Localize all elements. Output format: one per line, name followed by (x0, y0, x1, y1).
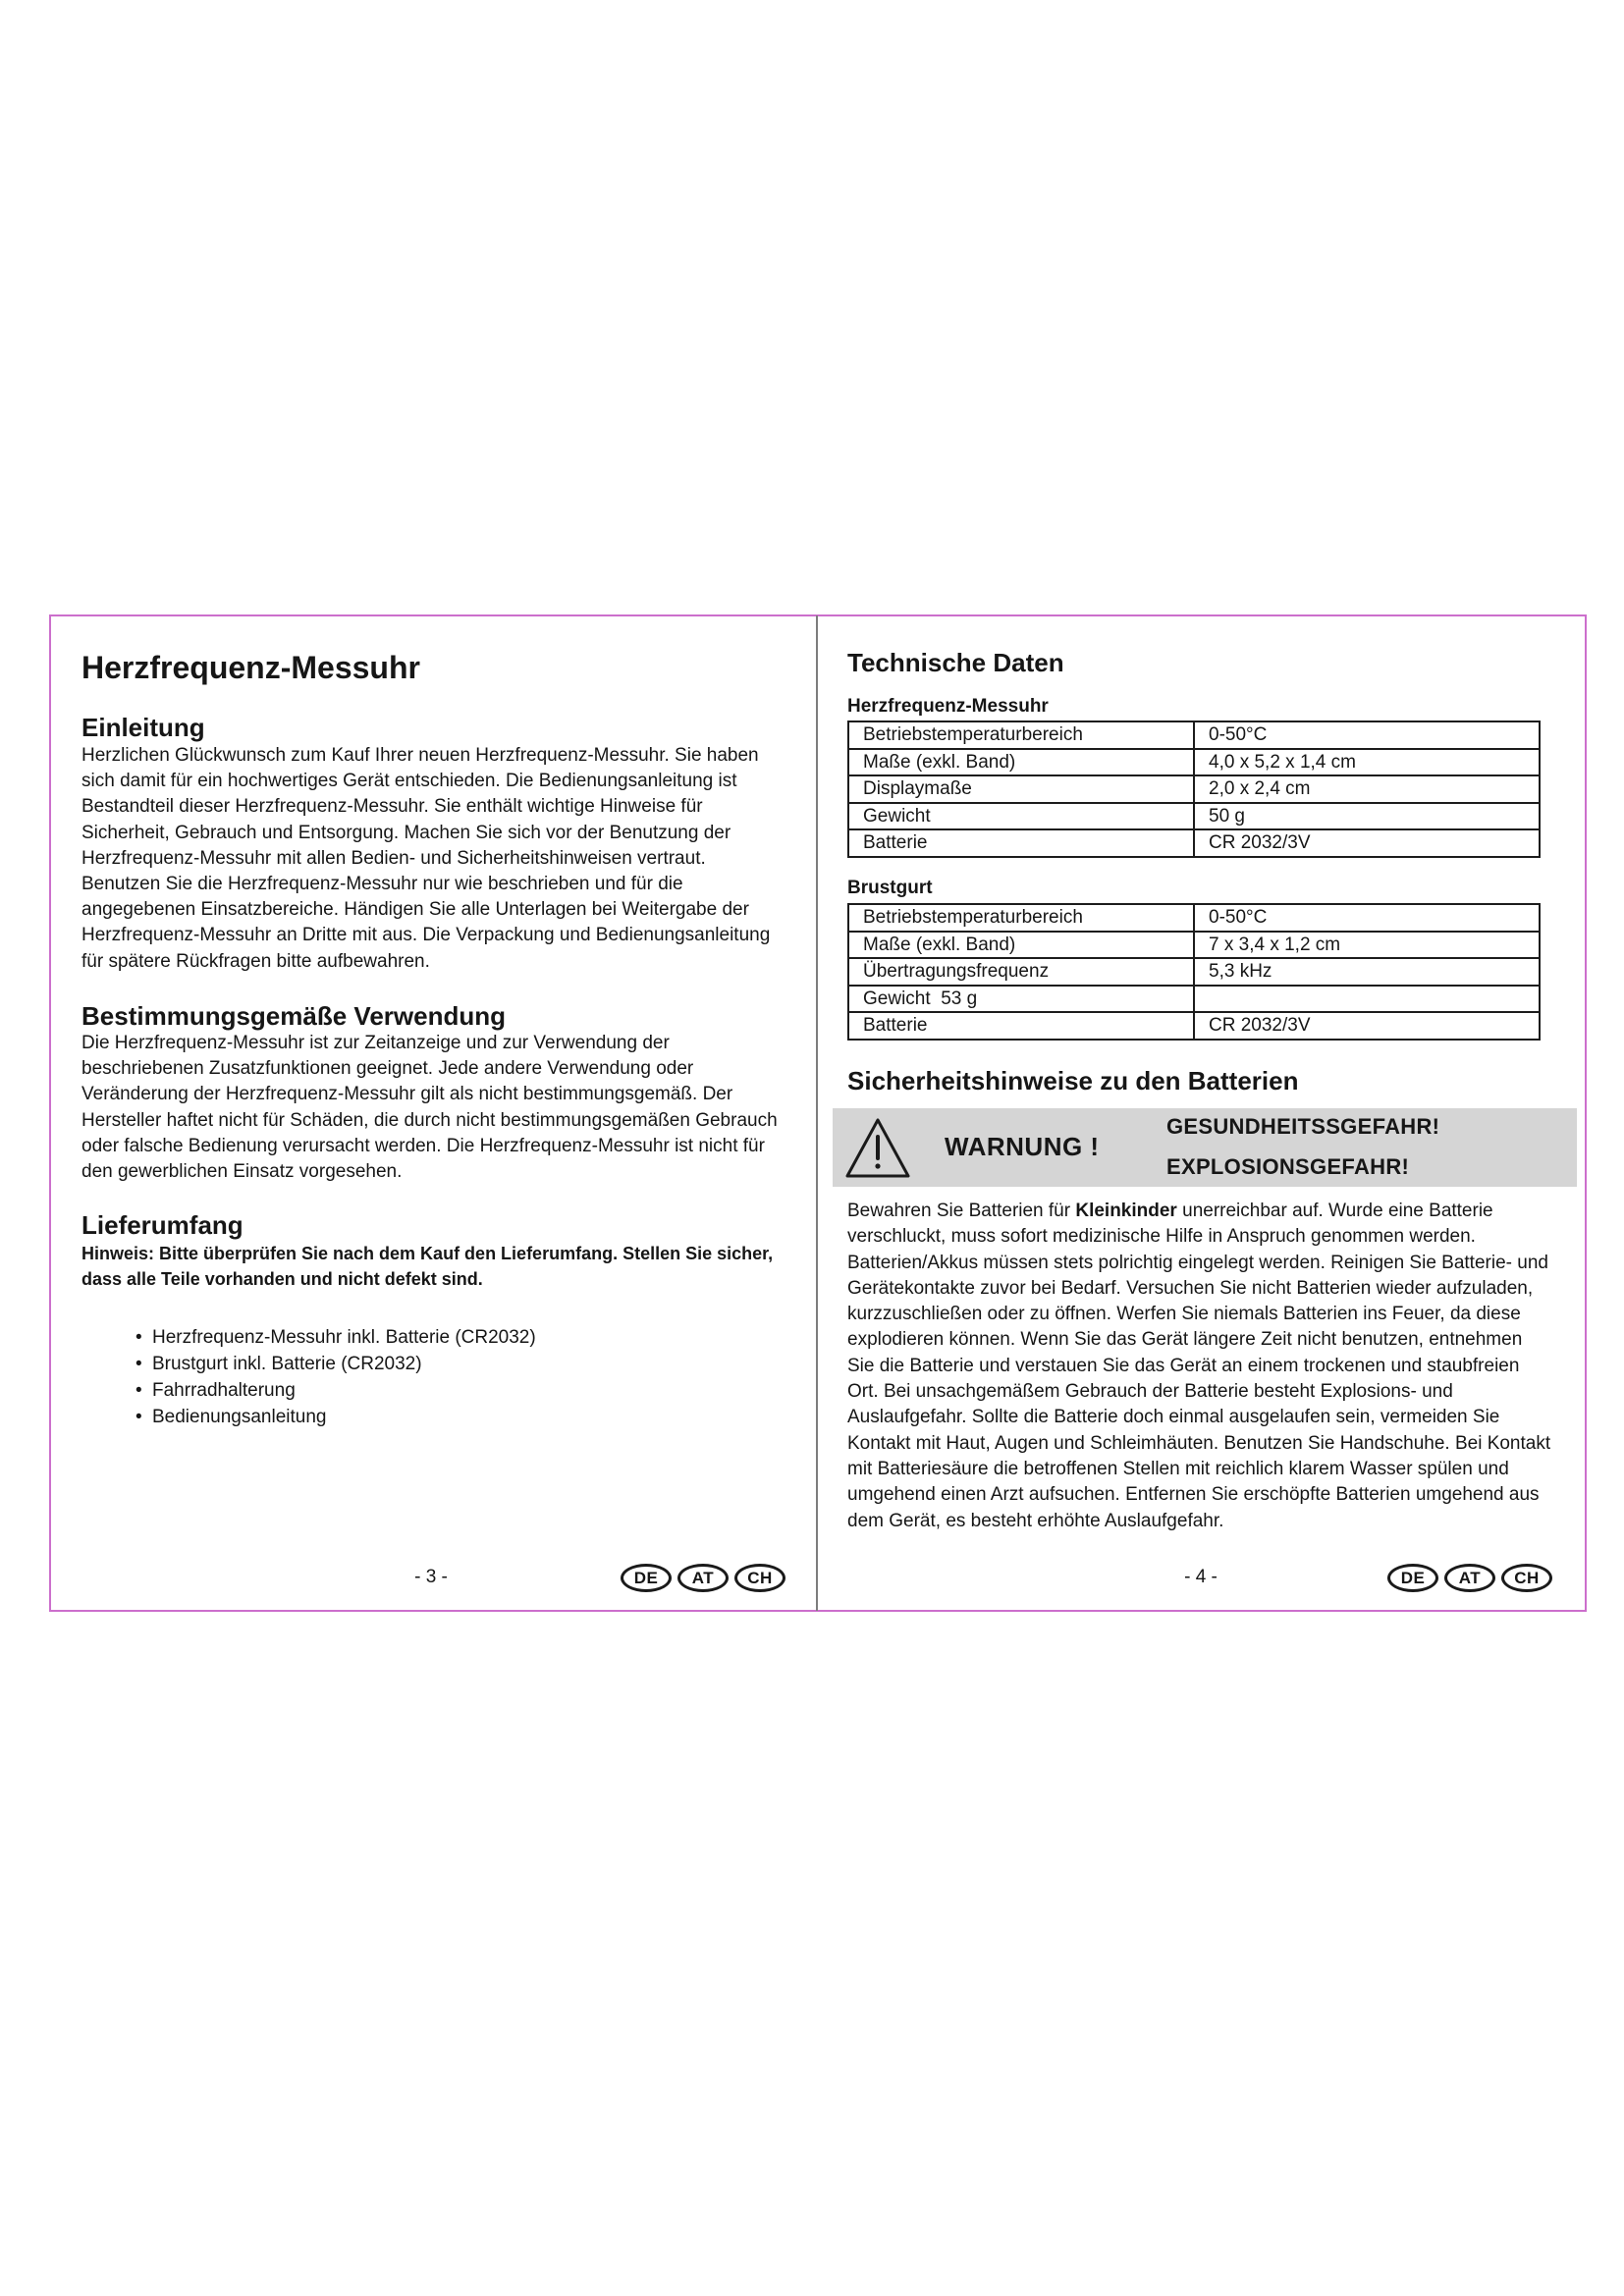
intro-line: Bestandteil dieser Herzfrequenz-Messuhr. Sie enthält wichtige Hinweise für (81, 796, 703, 818)
country-badge-at: AT (1444, 1564, 1495, 1592)
intended-use-heading: Bestimmungsgemäße Verwendung (81, 1001, 506, 1031)
table-row (848, 803, 1540, 830)
battery-safety-line: mit Batteriesäure die betroffenen Stellen mit reichlich klarem Wasser spülen und (847, 1458, 1509, 1479)
line-text: Bewahren Sie Batterien für (847, 1201, 1076, 1221)
battery-safety-line: Batterien/Akkus müssen stets polrichtig eingelegt werden. Reinigen Sie Batterie- und (847, 1252, 1548, 1273)
battery-safety-line (847, 1199, 1550, 1224)
country-badge-ch: CH (734, 1564, 785, 1592)
intro-line: Benutzen Sie die Herzfrequenz-Messuhr nur wie beschrieben und für die (81, 874, 683, 895)
table-row (848, 904, 1540, 932)
spec-value: 7 x 3,4 x 1,2 cm (1194, 932, 1540, 959)
hazard-health: GESUNDHEITSSGEFAHR! (1166, 1114, 1440, 1139)
table-row (848, 1012, 1540, 1040)
table-row (848, 749, 1540, 776)
intro-line: sich damit für ein hochwertiges Gerät entschieden. Die Bedienungsanleitung ist (81, 771, 737, 792)
warning-label: WARNUNG ! (945, 1132, 1100, 1161)
spec-label: Displaymaße (848, 775, 1194, 803)
battery-safety-line: Auslaufgefahr. Sollte die Batterie doch einmal ausgelaufen sein, vermeiden Sie (847, 1407, 1500, 1428)
table-row (848, 721, 1540, 749)
intended-use-paragraph (81, 1031, 778, 1185)
list-item: • Bedienungsanleitung (135, 1404, 536, 1430)
list-item: • Herzfrequenz-Messuhr inkl. Batterie (CR2032) (135, 1324, 536, 1351)
spec-label: Batterie (848, 1012, 1194, 1040)
list-item: • Brustgurt inkl. Batterie (CR2032) (135, 1351, 536, 1377)
table-row (848, 775, 1540, 803)
spec-value: CR 2032/3V (1194, 1012, 1540, 1040)
table-row (848, 958, 1540, 986)
battery-safety-line: explodieren können. Wenn Sie das Gerät längere Zeit nicht benutzen, entnehmen (847, 1329, 1523, 1351)
technical-data-heading: Technische Daten (847, 648, 1064, 677)
battery-safety-line: umgehend einen Arzt aufsuchen. Entfernen Sie erschöpfte Batterien umgehend aus (847, 1484, 1540, 1506)
battery-safety-line: dem Gerät, es besteht erhöhte Auslaufgefahr. (847, 1510, 1224, 1531)
intro-heading: Einleitung (81, 713, 205, 742)
country-badge-ch: CH (1501, 1564, 1552, 1592)
battery-safety-line: kurzzuschließen oder zu öffnen. Werfen Sie niemals Batterien ins Feuer, da diese (847, 1304, 1521, 1325)
intended-use-line: Veränderung der Herzfrequenz-Messuhr gilt als nicht bestimmungsgemäß. Der (81, 1084, 733, 1105)
spec-label: Betriebstemperaturbereich (848, 721, 1194, 749)
emphasis-text: Kleinkinder (1075, 1201, 1177, 1221)
spec-value: 0-50°C (1194, 904, 1540, 932)
chest-strap-specs-table (847, 903, 1541, 1041)
country-badges (1387, 1564, 1552, 1592)
country-badge-de: DE (621, 1564, 672, 1592)
scope-notice-line: dass alle Teile vorhanden und nicht defekt sind. (81, 1268, 483, 1289)
scope-notice (81, 1242, 773, 1292)
warning-banner (833, 1108, 1577, 1187)
table-row (848, 829, 1540, 857)
battery-safety-line: Gerätekontakte zuvor bei Bedarf. Versuchen Sie nicht Batterien wieder aufzuladen, (847, 1277, 1534, 1299)
list-item: • Fahrradhalterung (135, 1377, 536, 1404)
intro-line: Herzlichen Glückwunsch zum Kauf Ihrer neuen Herzfrequenz-Messuhr. Sie haben (81, 745, 759, 766)
spec-value: CR 2032/3V (1194, 829, 1540, 857)
battery-safety-heading: Sicherheitshinweise zu den Batterien (847, 1066, 1299, 1095)
battery-safety-line: verschluckt, muss sofort medizinische Hilfe in Anspruch genommen werden. (847, 1226, 1476, 1248)
chest-strap-specs-heading: Brustgurt (847, 878, 933, 898)
scope-heading: Lieferumfang (81, 1210, 244, 1240)
spec-label: Übertragungsfrequenz (848, 958, 1194, 986)
battery-safety-line: Kontakt mit Haut, Augen und Schleimhäuten. Benutzen Sie Handschuhe. Bei Kontakt (847, 1432, 1551, 1454)
intended-use-line: beschriebenen Zusatzfunktionen geeignet. Jede andere Verwendung oder (81, 1058, 694, 1080)
spec-value: 5,3 kHz (1194, 958, 1540, 986)
spec-label: Gewicht 53 g (848, 986, 1194, 1013)
spec-value-empty (1194, 986, 1540, 1013)
spec-label: Betriebstemperaturbereich (848, 904, 1194, 932)
intro-line: Sicherheit, Gebrauch und Entsorgung. Machen Sie sich vor der Benutzung der (81, 822, 731, 843)
intro-line: angegebenen Einsatzbereiche. Händigen Sie alle Unterlagen bei Weitergabe der (81, 899, 749, 921)
spec-value: 4,0 x 5,2 x 1,4 cm (1194, 749, 1540, 776)
battery-safety-line: Sie die Batterie und verstauen Sie das Gerät an einem trockenen und staubfreien (847, 1355, 1520, 1376)
intro-line: Herzfrequenz-Messuhr an Dritte mit aus. Die Verpackung und Bedienungsanleitung (81, 925, 771, 946)
table-row (848, 986, 1540, 1013)
scope-notice-line: Hinweis: Bitte überprüfen Sie nach dem Kauf den Lieferumfang. Stellen Sie sicher, (81, 1244, 774, 1263)
page-number: - 4 - (1184, 1567, 1218, 1587)
page-number: - 3 - (414, 1567, 448, 1587)
spec-label: Maße (exkl. Band) (848, 932, 1194, 959)
watch-specs-table (847, 721, 1541, 858)
intended-use-line: oder falsche Bedienung verursacht werden. Die Herzfrequenz-Messuhr ist nicht für (81, 1135, 765, 1156)
page-title: Herzfrequenz-Messuhr (81, 650, 420, 685)
page-divider (816, 615, 818, 1611)
battery-safety-line: Ort. Bei unsachgemäßem Gebrauch der Batterie besteht Explosions- und (847, 1381, 1453, 1403)
spec-label: Batterie (848, 829, 1194, 857)
intro-line: Herzfrequenz-Messuhr mit allen Bedien- und Sicherheitshinweisen vertraut. (81, 847, 706, 869)
spec-value: 50 g (1194, 803, 1540, 830)
table-row (848, 932, 1540, 959)
country-badge-de: DE (1387, 1564, 1438, 1592)
spec-label: Maße (exkl. Band) (848, 749, 1194, 776)
country-badge-at: AT (677, 1564, 729, 1592)
hazard-explosion: EXPLOSIONSGEFAHR! (1166, 1154, 1410, 1179)
scope-item-list (135, 1324, 536, 1430)
intended-use-line: Hersteller haftet nicht für Schäden, die durch nicht bestimmungsgemäßen Gebrauch (81, 1109, 778, 1131)
watch-specs-heading: Herzfrequenz-Messuhr (847, 696, 1049, 717)
line-text: unerreichbar auf. Wurde eine Batterie (1176, 1201, 1493, 1221)
intended-use-line: Die Herzfrequenz-Messuhr ist zur Zeitanzeige und zur Verwendung der (81, 1033, 670, 1053)
warning-triangle-icon (844, 1117, 911, 1179)
spec-value: 0-50°C (1194, 721, 1540, 749)
battery-safety-paragraph (847, 1199, 1550, 1534)
intended-use-line: den gewerblichen Einsatz vorgesehen. (81, 1161, 403, 1183)
intro-paragraph (81, 743, 770, 975)
spec-value: 2,0 x 2,4 cm (1194, 775, 1540, 803)
spec-label: Gewicht (848, 803, 1194, 830)
country-badges (621, 1564, 785, 1592)
intro-line: für spätere Rückfragen bitte aufbewahren. (81, 950, 430, 972)
